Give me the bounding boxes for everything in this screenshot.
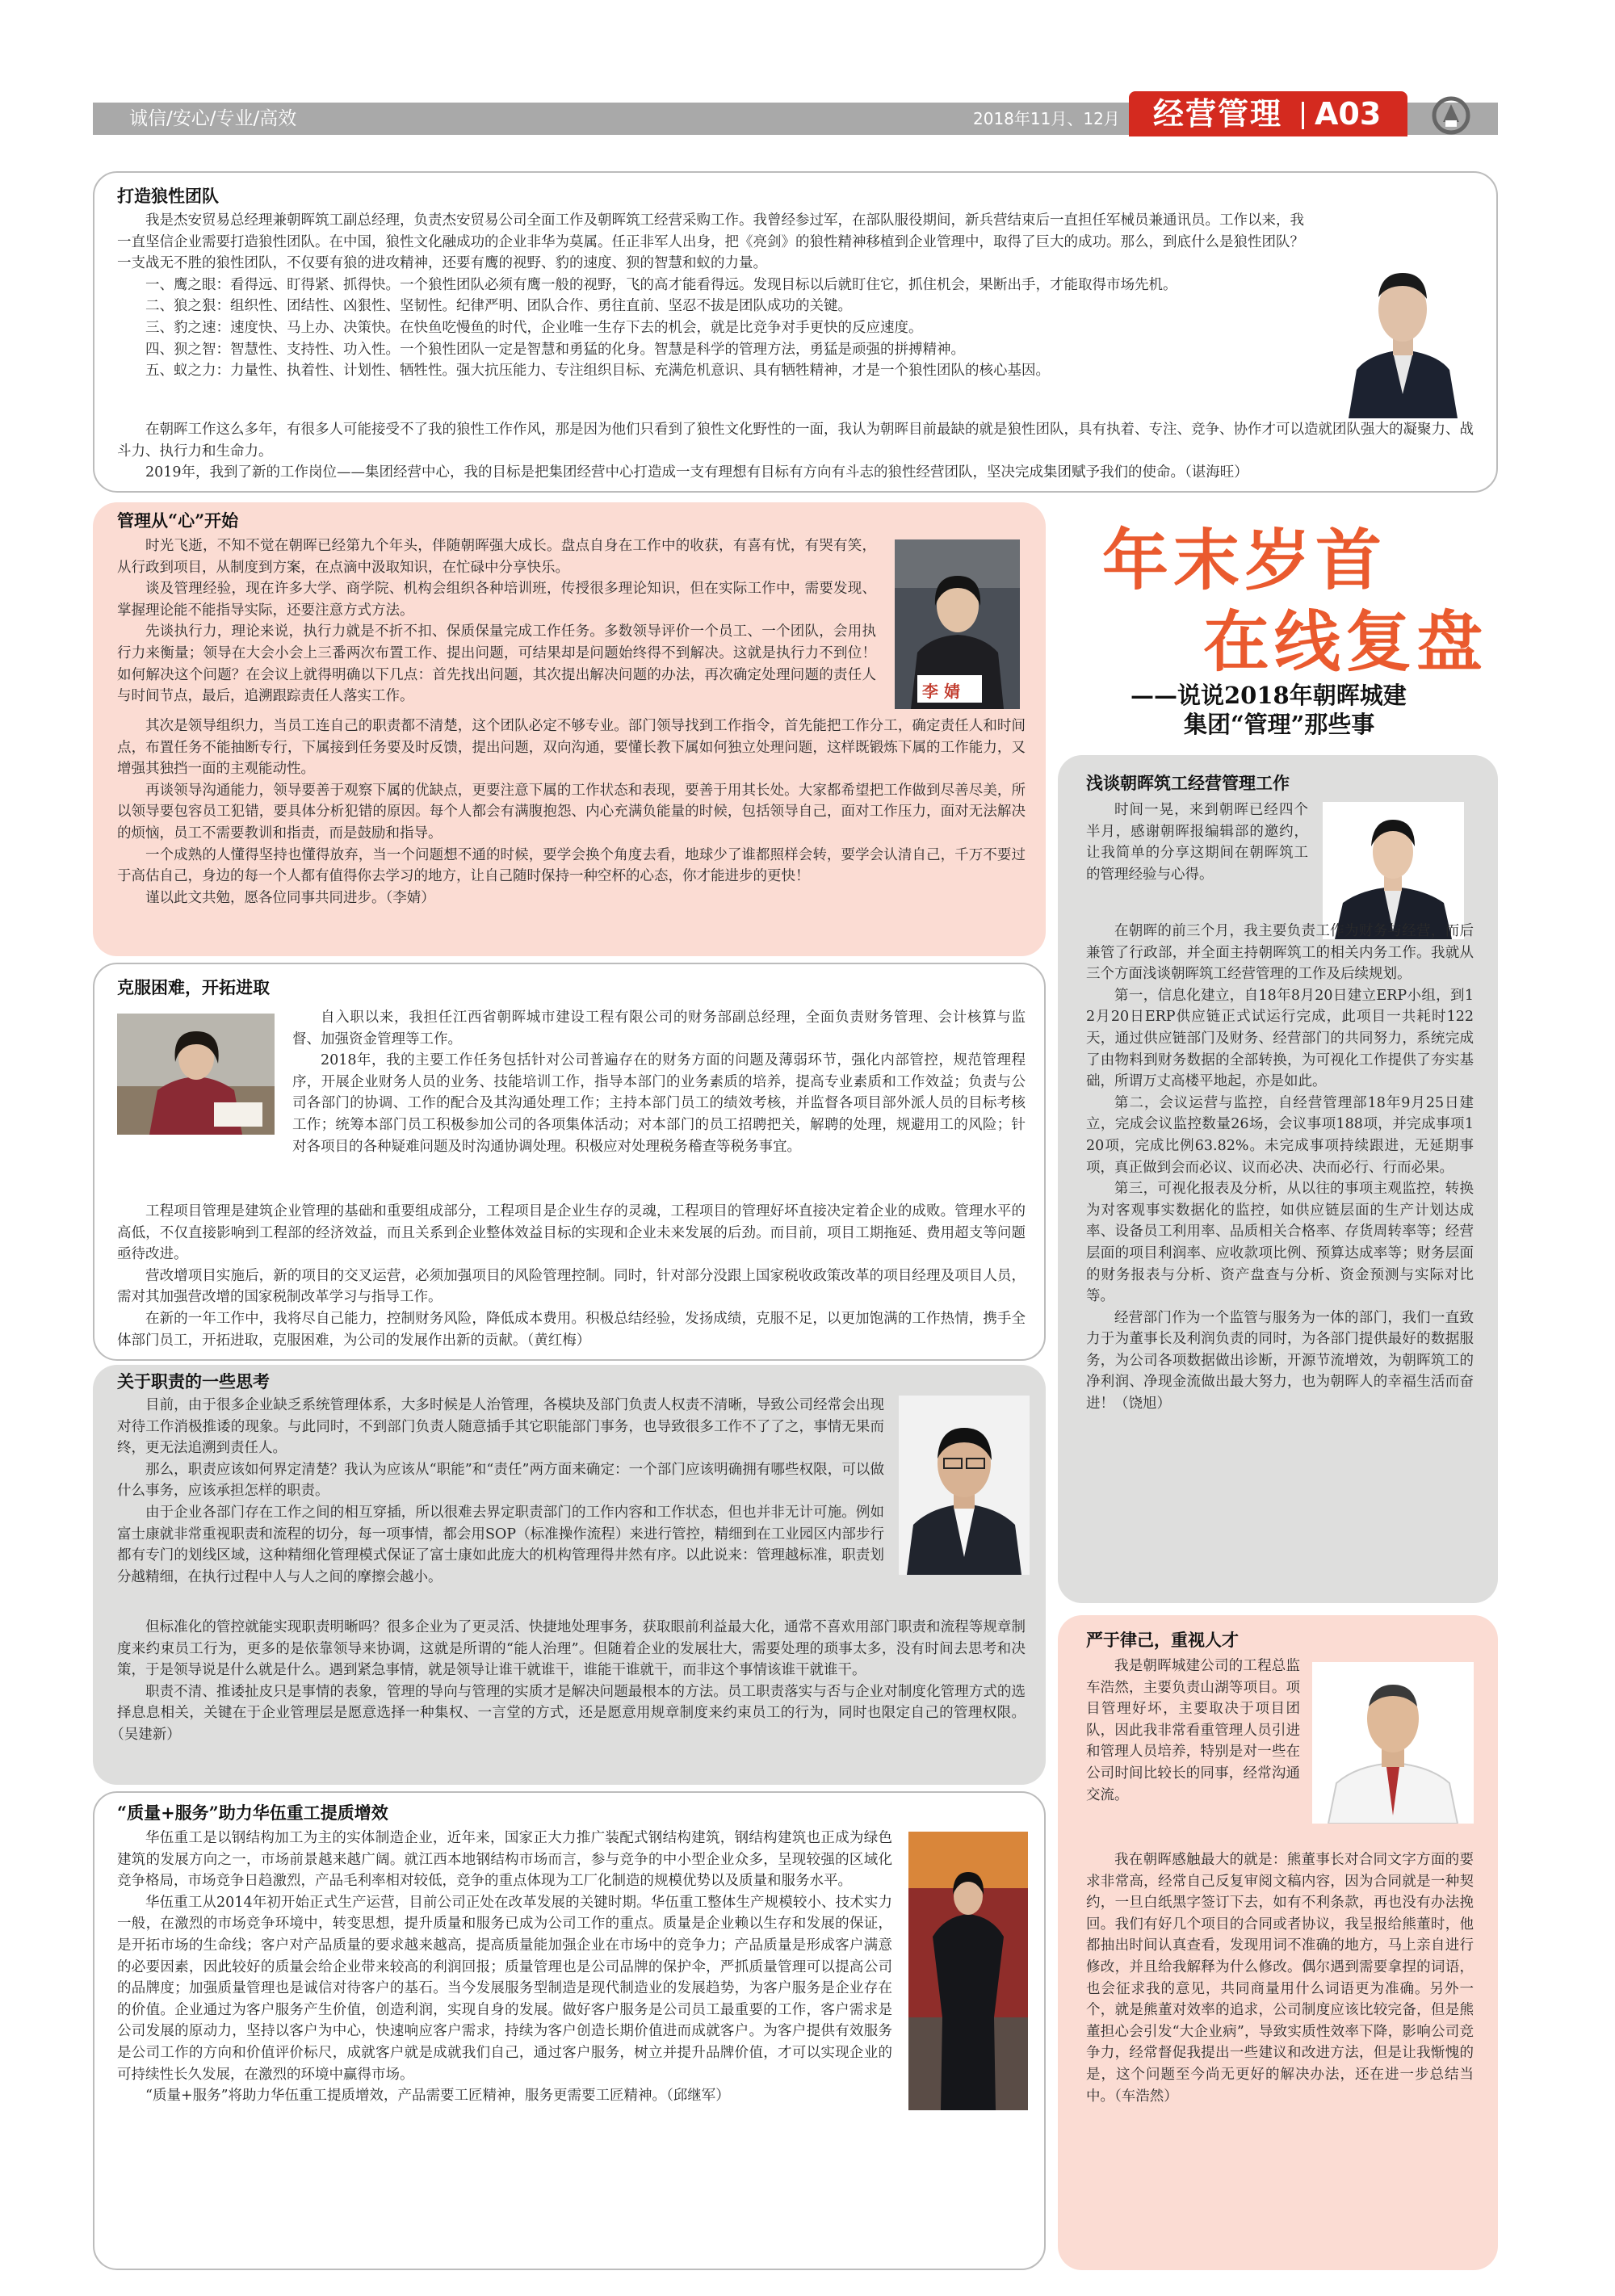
author-photo	[1312, 1662, 1474, 1824]
author-photo	[895, 539, 1020, 709]
paragraph: 时间一晃，来到朝晖已经四个半月，感谢朝晖报编辑部的邀约，让我简单的分享这期间在朝晖筑工的管理经验与心得。	[1086, 802, 1308, 883]
paragraph: 工程项目管理是建筑企业管理的基础和重要组成部分，工程项目是企业生存的灵魂，工程项目的管理好坏直接决定着企业的成败。管理水平的高低，不仅直接影响到工程部的经济效益，而且关系到企业整体效益目标的实现和企业未来发展的后劲。而目前，项目工期拖延、费用超支等问题亟待改进。	[117, 1203, 1026, 1263]
feature-title-line1: 年末岁首	[1102, 523, 1387, 599]
author-signature: （谌海旺）	[1185, 464, 1248, 481]
article-body-wide	[1086, 1849, 1474, 2107]
article-body	[1086, 1656, 1300, 1806]
author-signature: （黄红梅）	[526, 1332, 591, 1349]
article-title: 管理从“心”开始	[117, 510, 239, 531]
paragraph: 但标准化的管控就能实现职责明晰吗？很多企业为了更灵活、快捷地处理事务，获取眼前利益最大化，通常不喜欢用部门职责和流程等规章制度来约束员工行为，更多的是依靠领导来协调，这就是所谓的“能人治理”。但随着企业的发展壮大，需要处理的琐事太多，没有时间去思考和决策，于是领导说是什么就是什么。遇到紧急事情，就是领导让谁干就谁干，谁能干谁就干，而非这个事情该谁干就谁干。	[117, 1619, 1026, 1679]
author-photo	[1336, 233, 1470, 418]
feature-subtitle-line1: ——说说2018年朝晖城建	[1130, 682, 1407, 709]
paragraph: 第三，可视化报表及分析，从以往的事项主观监控，转换为对客观事实数据化的监控，如供应链层面的生产计划达成率、设备员工利用率、品质相关合格率、存货周转率等；经营层面的项目利润率、应收款项比例、预算达成率等；财务层面的财务报表与分析、资产盘查与分析、资金预测与实际对比等。	[1086, 1181, 1474, 1305]
paragraph: 我是朝晖城建公司的工程总监车浩然，主要负责山湖等项目。项目管理好坏，主要取决于项目团队，因此我非常看重管理人员引进和管理人员培养，特别是对一些在公司时间比较长的同事，经常沟通交流。	[1086, 1658, 1300, 1803]
article-title: “质量+服务”助力华伍重工提质增效	[117, 1803, 388, 1823]
issue-date: 2018年11月、12月	[973, 109, 1120, 128]
paragraph: “质量+服务”将助力华伍重工提质增效，产品需要工匠精神，服务更需要工匠精神。	[145, 2088, 667, 2105]
article-title: 严于律己，重视人才	[1086, 1630, 1239, 1650]
author-photo	[117, 1014, 275, 1135]
article-title: 克服困难，开拓进取	[117, 977, 270, 997]
article-body	[292, 1007, 1026, 1157]
article-title: 关于职责的一些思考	[117, 1371, 270, 1391]
author-signature: （吴建新）	[117, 1726, 181, 1743]
paragraph: 经营部门作为一个监管与服务为一体的部门，我们一直致力于为董事长及利润负责的同时，为各部门提供最好的数据服务，为公司各项数据做出诊断，开源节流增效，为朝晖筑工的净利润、净现金流做出最大努力，也为朝晖人的幸福生活而奋进！	[1086, 1309, 1474, 1412]
paragraph: 华伍重工是以钢结构加工为主的实体制造企业，近年来，国家正大力推广装配式钢结构建筑，钢结构建筑也正成为绿色建筑的发展方向之一，市场前景越来越广阔。就江西本地钢结构市场而言，参与竞争的中小型企业众多，呈现较强的区域化竞争格局，市场竞争日趋激烈，产品毛利率相对较低，竞争的重点体现为工厂化制造的规模优势以及质量和服务水平。	[117, 1830, 892, 1890]
paragraph: 目前，由于很多企业缺乏系统管理体系，大多时候是人治管理，各模块及部门负责人权责不清晰，导致公司经常会出现对待工作消极推诿的现象。与此同时，不到部门负责人随意插手其它职能部门事务，也导致很多工作不了了之，事情无果而终，更无法追溯到责任人。	[117, 1397, 884, 1457]
section-name: 经营管理	[1153, 96, 1283, 132]
paragraph: 第二，会议运营与监控，自经营管理部18年9月25日建立，完成会议监控数量26场，会议事项188项，并完成事项120项，完成比例63.82%。未完成事项持续跟进，无延期事项，真正做到会而必议、议而必决、决而必行、行而必果。	[1086, 1094, 1474, 1176]
company-logo-icon	[1432, 96, 1470, 135]
paragraph: 一、鹰之眼：看得远、盯得紧、抓得快。一个狼性团队必须有鹰一般的视野，飞的高才能看得远。发现目标以后就盯住它，抓住机会，果断出手，才能取得市场先机。	[145, 276, 1177, 293]
paragraph: 由于企业各部门存在工作之间的相互穿插，所以很难去界定职责部门的工作内容和工作状态，但也并非无计可施。例如富士康就非常重视职责和流程的切分，每一项事情，都会用SOP（标准操作流程）来进行管控，精细到在工业园区内部步行都有专门的划线区域，这种精细化管理模式保证了富士康如此庞大的机构管理得井然有序。以此说来：管理越标准，职责划分越精细，在执行过程中人与人之间的摩擦会越小。	[117, 1504, 884, 1585]
article-body-wide	[117, 716, 1026, 909]
paragraph: 自入职以来，我担任江西省朝晖城市建设工程有限公司的财务部副总经理，全面负责财务管理、会计核算与监督、加强资金管理等工作。	[292, 1009, 1026, 1047]
article-body	[117, 1395, 884, 1588]
article-body	[117, 210, 1304, 382]
paragraph: 华伍重工从2014年初开始正式生产运营，目前公司正处在改革发展的关键时期。华伍重工整体生产规模较小、技术实力一般，在激烈的市场竞争环境中，转变思想，提升质量和服务已成为公司工作的重点。质量是企业赖以生存和发展的保证，是开拓市场的生命线；客户对产品质量的要求越来越高，提高质量能加强企业在市场中的竞争力；产品质量是形成客户满意的必要因素，因此较好的质量会给企业带来较高的利润回报；质量管理也是公司品牌的保护伞，严抓质量管理可以提高公司的品牌度；加强质量管理也是诚信对待客户的基石。当今发展服务型制造是现代制造业的发展趋势，为客户服务是企业存在的价值。企业通过为客户服务产生价值，创造利润，实现自身的发展。做好客户服务是公司员工最重要的工作，客户需求是公司发展的原动力，坚持以客户为中心，快速响应客户需求，持续为客户创造长期价值进而成就客户。为客户提供有效服务是公司工作的方向和价值评价标尺，成就客户就是成就我们自己，通过客户服务，树立并提升品牌价值，才可以实现企业的可持续性长久发展，在激烈的环境中赢得市场。	[117, 1894, 892, 2083]
article-body-wide	[1086, 921, 1474, 1415]
section-divider	[1302, 102, 1304, 129]
page-number: A03	[1315, 96, 1382, 132]
paragraph: 一个成熟的人懂得坚持也懂得放弃，当一个问题想不通的时候，要学会换个角度去看，地球少了谁都照样会转，要学会认清自己，千万不要过于高估自己，身边的每一个人都有值得你去学习的地方，让自己随时保持一种空杯的心态，你才能进步的更快！	[117, 846, 1026, 885]
paragraph: 再谈领导沟通能力，领导要善于观察下属的优缺点，更要注意下属的工作状态和表现，要善于用其长处。大家都希望把工作做到尽善尽美，所以领导要包容员工犯错，要具体分析犯错的原因。每个人都会有满腹抱怨、内心充满负能量的时候，包括领导自己，面对工作压力，面对无法解决的烦恼，员工不需要教训和指责，而是鼓励和指导。	[117, 782, 1026, 842]
paragraph: 谨以此文共勉，愿各位同事共同进步。	[145, 889, 386, 906]
author-photo	[899, 1396, 1030, 1575]
paragraph: 其次是领导组织力，当员工连自己的职责都不清楚，这个团队必定不够专业。部门领导找到工作指令，首先能把工作分工，确定责任人和时间点，布置任务不能抽断专行，下属接到任务要及时反馈，提出问题，双向沟通，要懂长教下属如何独立处理问题，这样既锻炼下属的工作能力，又增强其独挡一面的主观能动性。	[117, 718, 1026, 778]
author-signature: （车浩然）	[1114, 2088, 1178, 2105]
feature-title-line2: 在线复盘	[1203, 604, 1488, 681]
paragraph: 在朝晖的前三个月，我主要负责工作为财务与经营，而后兼管了行政部，并全面主持朝晖筑工的相关内务工作。我就从三个方面浅谈朝晖筑工经营管理的工作及后续规划。	[1086, 923, 1474, 983]
author-photo	[1323, 802, 1464, 939]
feature-subtitle-line2: 集团“管理”那些事	[1184, 711, 1375, 738]
paragraph: 营改增项目实施后，新的项目的交叉运营，必须加强项目的风险管理控制。同时，针对部分没跟上国家税收政策改革的项目经理及项目人员，需对其加强营改增的国家税制改革学习与指导工作。	[117, 1267, 1026, 1306]
paragraph: 五、蚁之力：力量性、执着性、计划性、牺牲性。强大抗压能力、专注组织目标、充满危机意识、具有牺牲精神，才是一个狼性团队的核心基因。	[145, 363, 1050, 380]
paragraph: 第一，信息化建立，自18年8月20日建立ERP小组，到12月20日ERP供应链正式试运行完成，此项目一共耗时122天，通过供应链部门及财务、经营部门的共同努力，系统完成了由物料到财务数据的全部转换，为可视化工作提供了夯实基础，所谓万丈高楼平地起，亦是如此。	[1086, 987, 1474, 1090]
paragraph: 时光飞逝，不知不觉在朝晖已经第九个年头，伴随朝晖强大成长。盘点自身在工作中的收获，有喜有忧，有哭有笑，从行政到项目，从制度到方案，在点滴中汲取知识，在忙碌中分享快乐。	[117, 538, 876, 576]
nameplate: 李 婧	[922, 682, 960, 701]
paragraph: 二、狼之狠：组织性、团结性、凶狠性、坚韧性。纪律严明、团队合作、勇往直前、坚忍不拔是团队成功的关键。	[145, 298, 852, 315]
header-slogan: 诚信/安心/专业/高效	[129, 108, 297, 129]
article-body-wide	[117, 1617, 1026, 1746]
article-title: 打造狼性团队	[117, 186, 219, 206]
article-body-wide	[117, 1201, 1026, 1351]
article-body-wide	[117, 419, 1474, 484]
paragraph: 我是杰安贸易总经理兼朝晖筑工副总经理，负责杰安贸易公司全面工作及朝晖筑工经营采购工作。我曾经参过军，在部队服役期间，新兵营结束后一直担任军械员兼通讯员。工作以来，我一直坚信企业需要打造狼性团队。在中国，狼性文化融成功的企业非华为莫属。任正非军人出身，把《亮剑》的狼性精神移植到企业管理中，取得了巨大的成功。那么，到底什么是狼性团队？一支战无不胜的狼性团队，不仅要有狼的进攻精神，还要有鹰的视野、豹的速度、狈的智慧和蚁的力量。	[117, 212, 1304, 272]
author-signature: （饶旭）	[1114, 1396, 1171, 1412]
author-photo	[908, 1832, 1028, 2110]
paragraph: 先谈执行力，理论来说，执行力就是不折不扣、保质保量完成工作任务。多数领导评价一个员工、一个团队，会用执行力来衡量；领导在大会小会上三番两次布置工作、提出问题，可结果却是问题始终得不到解决。这就是执行力不到位！如何解决这个问题？在会议上就得明确以下几点：首先找出问题，其次提出解决问题的办法，再次确定处理问题的责任人与时间节点，最后，追溯跟踪责任人落实工作。	[117, 623, 876, 705]
paragraph: 谈及管理经验，现在许多大学、商学院、机构会组织各种培训班，传授很多理论知识，但在实际工作中，需要发现、掌握理论能不能指导实际，还要注意方式方法。	[117, 581, 876, 619]
paragraph: 四、狈之智：智慧性、支持性、功入性。一个狼性团队一定是智慧和勇猛的化身。智慧是科学的管理方法，勇猛是顽强的拼搏精神。	[145, 341, 965, 358]
paragraph: 职责不清、推诿扯皮只是事情的表象，管理的导向与管理的实质才是解决问题最根本的方法。员工职责落实与否与企业对制度化管理方式的选择息息相关，关键在于企业管理层是愿意选择一种集权、一言堂的方式，还是愿意用规章制度来约束员工的行为，同时也限定自己的管理权限。	[117, 1683, 1026, 1722]
paragraph: 在朝晖工作这么多年，有很多人可能接受不了我的狼性工作作风，那是因为他们只看到了狼性文化野性的一面，我认为朝晖目前最缺的就是狼性团队，具有执着、专注、竞争、协作才可以造就团队强大的凝聚力、战斗力、执行力和生命力。	[117, 422, 1474, 460]
article-body	[117, 1828, 892, 2107]
article-title: 浅谈朝晖筑工经营管理工作	[1086, 773, 1290, 793]
paragraph: 我在朝晖感触最大的就是：熊董事长对合同文字方面的要求非常高，经常自己反复审阅文稿内容，因为合同就是一种契约，一旦白纸黑字签订下去，如有不利条款，再也没有办法挽回。我们有好几个项目的合同或者协议，我呈报给熊董时，他都抽出时间认真查看，发现用词不准确的地方，马上亲自进行修改，并且给我解释为什么修改。偶尔遇到需要拿捏的词语，也会征求我的意见，共同商量用什么词语更为准确。另外一个，就是熊董对效率的追求，公司制度应该比较完备，但是熊董担心会引发“大企业病”，导致实质性效率下降，影响公司竞争力，经常督促我提出一些建议和改进方法，但是让我惭愧的是，这个问题至今尚无更好的解决办法，还在进一步总结当中。	[1086, 1852, 1474, 2105]
paragraph: 在新的一年工作中，我将尽自己能力，控制财务风险，降低成本费用。积极总结经验，发扬成绩，克服不足，以更加饱满的工作热情，携手全体部门员工，开拓进取，克服困难，为公司的发展作出新的贡献。	[117, 1310, 1026, 1349]
paragraph: 2018年，我的主要工作任务包括针对公司普遍存在的财务方面的问题及薄弱环节，强化内部管控，规范管理程序，开展企业财务人员的业务、技能培训工作，指导本部门的业务素质的培养，提高专业素质和工作效益；负责与公司各部门的协调、工作的配合及其沟通处理工作；主持本部门员工的绩效考核，并监督各项目部外派人员的目标考核工作；统筹本部门员工积极参加公司的各项集体活动；对本部门的员工招聘把关，解聘的处理，规避用工的风险；针对各项目的各种疑难问题及时沟通协调处理。积极应对处理税务稽查等税务事宜。	[292, 1052, 1026, 1155]
paragraph: 2019年，我到了新的工作岗位——集团经营中心，我的目标是把集团经营中心打造成一支有理想有目标有方向有斗志的狼性经营团队，坚决完成集团赋予我们的使命。	[145, 464, 1185, 481]
author-signature: （邱继军）	[666, 2088, 730, 2105]
paragraph: 三、豹之速：速度快、马上办、决策快。在快鱼吃慢鱼的时代，企业唯一生存下去的机会，就是比竞争对手更快的反应速度。	[145, 319, 923, 336]
article-body	[1086, 800, 1308, 885]
article-body	[117, 535, 876, 707]
paragraph: 那么，职责应该如何界定清楚？我认为应该从“职能”和“责任”两方面来确定：一个部门应该明确拥有哪些权限，可以做什么事务，应该承担怎样的职责。	[117, 1461, 884, 1500]
author-signature: （李婧）	[385, 889, 435, 906]
